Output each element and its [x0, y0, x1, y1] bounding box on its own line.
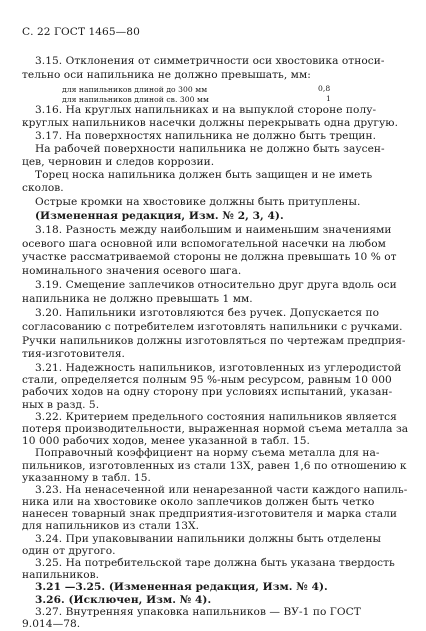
text-line: 3.17. На поверхностях напильника не должно быть трещин. [35, 130, 377, 142]
text-line: 3.18. Разность между наибольшим и наименьшим значениями [35, 224, 392, 236]
text-line: 3.20. Напильники изготовляются без ручек. Допускается по [35, 307, 380, 319]
text-line: напильников. [22, 569, 100, 582]
text-line: 3.19. Смещение заплечиков относительно друг друга вдоль оси [35, 279, 397, 291]
text-line: 3.24. При упаковывании напильники должны быть отделены [35, 532, 382, 545]
text-line: напильника не должно превышать 1 мм. [22, 293, 253, 305]
text-line: Поправочный коэффициент на норму съема металла для на- [35, 447, 380, 460]
text-line: участке рассматриваемой стороны не должна превышать 10 % от [22, 251, 397, 263]
tolerance-value: 1 [326, 94, 331, 103]
text-line: Ручки напильников должны изготовляться по чертежам предприя- [22, 335, 406, 347]
text-line: ных в разд. 5. [22, 398, 100, 411]
text-line: потеря производительности, выраженная нормой съема металла за [22, 422, 409, 435]
text-line: цев, черновин и следов коррозии. [22, 156, 215, 168]
text-line: тия-изготовителя. [22, 348, 125, 360]
text-line: осевого шага основной или вспомогательной насечки на любом [22, 238, 386, 250]
text-line: 9.014—78. [22, 618, 81, 630]
text-line: пильников, изготовленных из стали 13Х, равен 1,6 по отношению к [22, 459, 407, 472]
text-line: 3.27. Внутренняя упаковка напильников — ВУ-1 по ГОСТ [35, 605, 361, 618]
tolerance-label: для напильников длиной до 300 мм [62, 85, 208, 94]
text-line: 3.23. На ненасеченной или ненарезанной части каждого напиль- [35, 483, 408, 496]
text-line: На рабочей поверхности напильника не должно быть заусен- [35, 143, 385, 155]
tolerance-label: для напильников длиной св. 300 мм [62, 95, 209, 104]
text-line: номинального значения осевого шага. [22, 265, 242, 277]
text-line: 3.25. На потребительской таре должна быть указана твердость [35, 557, 395, 570]
text-line: 3.15. Отклонения от симметричности оси хвостовика относи- [35, 55, 385, 67]
text-line: рабочих ходов на одну сторону при условиях испытаний, указан- [22, 386, 393, 399]
text-line: 3.22. Критерием предельного состояния напильников является [35, 410, 397, 423]
amendment-note: 3.21 —3.25. (Измененная редакция, Изм. № 4). [35, 581, 328, 594]
text-line: Острые кромки на хвостовике должны быть притуплены. [35, 196, 361, 208]
amendment-note: (Измененная редакция, Изм. № 2, 3, 4). [35, 210, 284, 222]
text-line: сколов. [22, 182, 64, 194]
page-header: С. 22 ГОСТ 1465—80 [22, 26, 140, 38]
text-line: указанному в табл. 15. [22, 471, 151, 484]
text-line: согласованию с потребителем изготовлять напильники с ручками. [22, 321, 403, 333]
text-line: 10 000 рабочих ходов, менее указанной в табл. 15. [22, 435, 310, 448]
tolerance-value: 0,8 [318, 84, 331, 93]
text-line: ника или на хвостовике около заплечиков должен быть четко [22, 496, 375, 509]
text-line: 3.21. Надежность напильников, изготовленных из углеродистой [35, 362, 402, 374]
text-line: круглых напильников насечки должны перекрывать одна другую. [22, 117, 399, 129]
text-line: тельно оси напильника не должно превышать, мм: [22, 69, 311, 81]
text-line: стали, определяется полным 95 %-ным ресурсом, равным 10 000 [22, 374, 392, 387]
text-line: нанесен товарный знак предприятия-изготовителя и марка стали [22, 508, 398, 521]
amendment-note: 3.26. (Исключен, Изм. № 4). [35, 593, 212, 606]
text-line: один от другого. [22, 544, 116, 557]
text-line: для напильников из стали 13Х. [22, 520, 200, 533]
text-line: 3.16. На круглых напильниках и на выпуклой стороне полу- [35, 104, 377, 116]
text-line: Торец носка напильника должен быть защищен и не иметь [35, 169, 373, 181]
